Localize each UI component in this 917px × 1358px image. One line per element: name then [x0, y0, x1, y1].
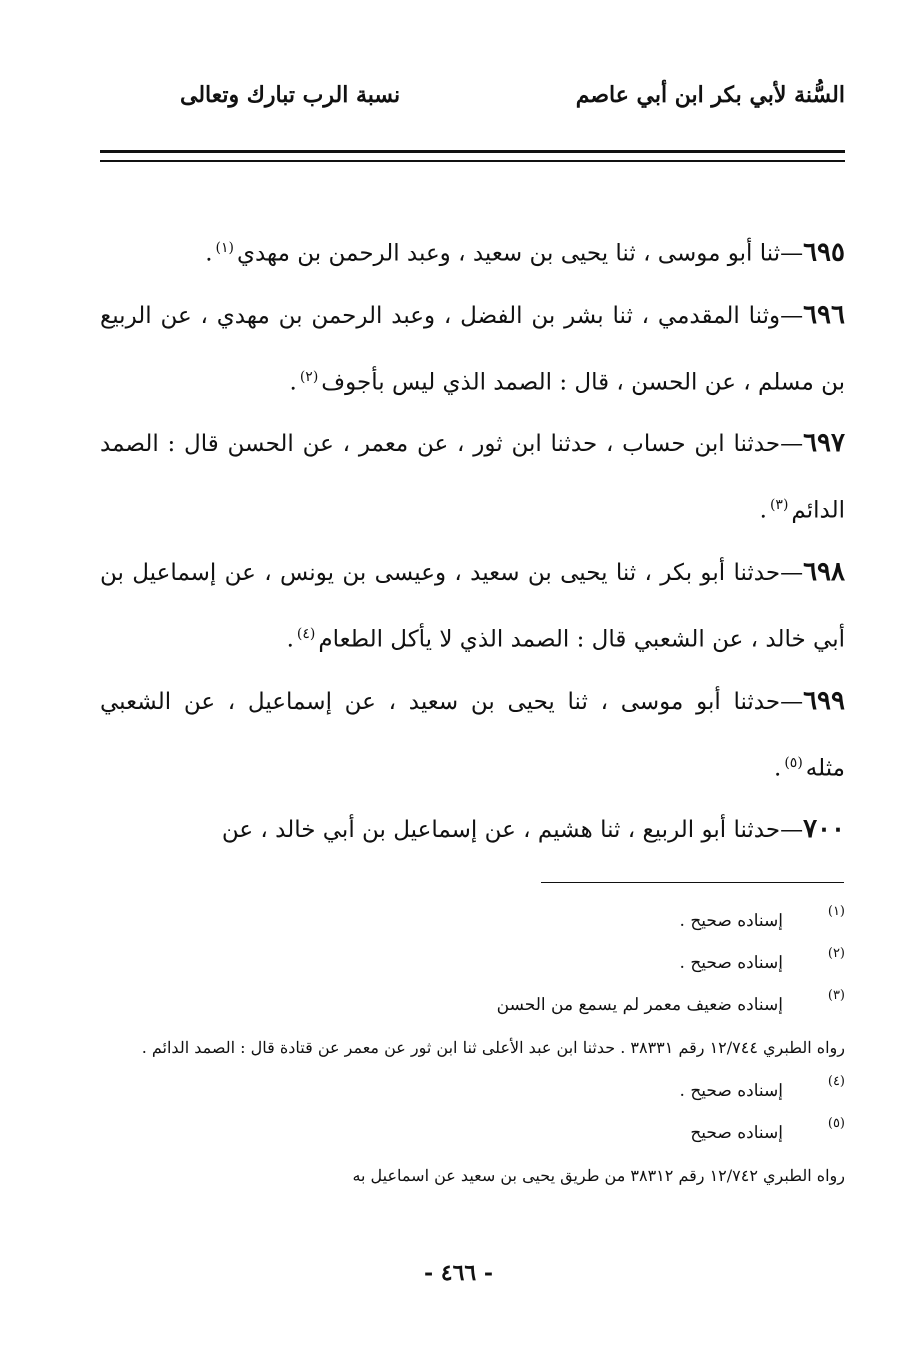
period: .: [759, 497, 767, 524]
book-title: السُّنة لأبي بكر ابن أبي عاصم: [575, 82, 845, 108]
period: .: [286, 626, 294, 653]
footnote-marker: (١): [827, 904, 845, 919]
page-number: - ٤٦٦ -: [423, 1260, 494, 1286]
footnote-3: [100, 984, 845, 1070]
footnote-marker: (٤): [827, 1074, 845, 1089]
period: .: [289, 369, 297, 396]
footnote-text: إسناده صحيح .: [679, 953, 783, 973]
hadith-text: حدثنا ابن حساب ، حدثنا ابن ثور ، عن معمر ، عن الحسن قال : الصمد الدائم: [100, 431, 845, 524]
footnote-4: [100, 1070, 845, 1112]
hadith-text: حدثنا أبو بكر ، ثنا يحيى بن سعيد ، وعيسى بن يونس ، عن إسماعيل بن أبي خالد ، عن الشعبي قال : الصمد الذي لا يأكل الطعام: [100, 559, 845, 653]
footnote-5: [100, 1112, 845, 1198]
header-rule-thin: [100, 160, 845, 162]
footnote-text: إسناده صحيح .: [679, 911, 783, 931]
dash: —: [780, 688, 804, 715]
period: .: [205, 240, 213, 267]
hadith-text: وثنا المقدمي ، ثنا بشر بن الفضل ، وعبد الرحمن بن مهدي ، عن الربيع بن مسلم ، عن الحسن ، قال : الصمد الذي ليس بأجوف: [100, 302, 845, 396]
footnotes: [100, 900, 845, 1198]
hadith-entry-698: [100, 542, 845, 671]
footnote-marker: (٣): [827, 988, 845, 1003]
hadith-number: ٧٠٠: [803, 814, 845, 845]
hadith-entry-697: [100, 413, 845, 542]
footnote-1: [100, 900, 845, 942]
footnote-ref[interactable]: (٤): [296, 625, 316, 642]
hadith-number: ٦٩٨: [803, 556, 845, 587]
footnote-ref[interactable]: (٢): [299, 368, 319, 385]
dash: —: [780, 302, 804, 329]
footnote-marker: (٢): [827, 946, 845, 961]
footnote-ref[interactable]: (١): [215, 240, 234, 256]
hadith-entry-700: [100, 799, 845, 861]
footnote-2: [100, 942, 845, 984]
hadith-number: ٦٩٥: [803, 237, 845, 268]
hadith-text: ثنا أبو موسى ، ثنا يحيى بن سعيد ، وعبد الرحمن بن مهدي: [236, 240, 781, 267]
hadith-entry-695: [100, 218, 845, 285]
footnote-ref[interactable]: (٣): [769, 497, 789, 514]
dash: —: [780, 240, 804, 267]
hadith-number: ٦٩٦: [803, 299, 845, 330]
footnote-extra: رواه الطبري ١٢/٧٤٤ رقم ٣٨٣٣١ . حدثنا ابن عبد الأعلى ثنا ابن ثور عن معمر عن قتادة قال : الصمد الدائم .: [141, 1038, 845, 1057]
hadith-text: حدثنا أبو موسى ، ثنا يحيى بن سعيد ، عن إسماعيل ، عن الشعبي مثله: [100, 688, 845, 782]
running-header: [100, 82, 845, 122]
hadith-entry-696: [100, 285, 845, 414]
dash: —: [780, 817, 804, 844]
hadith-number: ٦٩٩: [803, 685, 845, 716]
footnote-text: إسناده صحيح: [690, 1123, 783, 1143]
footnote-text: إسناده ضعيف معمر لم يسمع من الحسن: [496, 995, 783, 1015]
hadith-number: ٦٩٧: [803, 428, 845, 459]
footnote-ref[interactable]: (٥): [784, 754, 803, 771]
period: .: [774, 755, 782, 782]
footnote-extra: رواه الطبري ١٢/٧٤٢ رقم ٣٨٣١٢ من طريق يحيى بن سعيد عن اسماعيل به: [352, 1166, 845, 1185]
footnote-separator: [541, 882, 844, 883]
footnote-text: إسناده صحيح .: [679, 1081, 783, 1101]
header-rule-thick: [100, 150, 845, 153]
chapter-title: نسبة الرب تبارك وتعالى: [180, 82, 401, 108]
hadith-text: حدثنا أبو الربيع ، ثنا هشيم ، عن إسماعيل بن أبي خالد ، عن: [221, 817, 781, 844]
main-text: [100, 218, 845, 861]
footnote-marker: (٥): [827, 1116, 845, 1131]
dash: —: [780, 431, 804, 458]
hadith-entry-699: [100, 671, 845, 800]
dash: —: [780, 559, 804, 586]
